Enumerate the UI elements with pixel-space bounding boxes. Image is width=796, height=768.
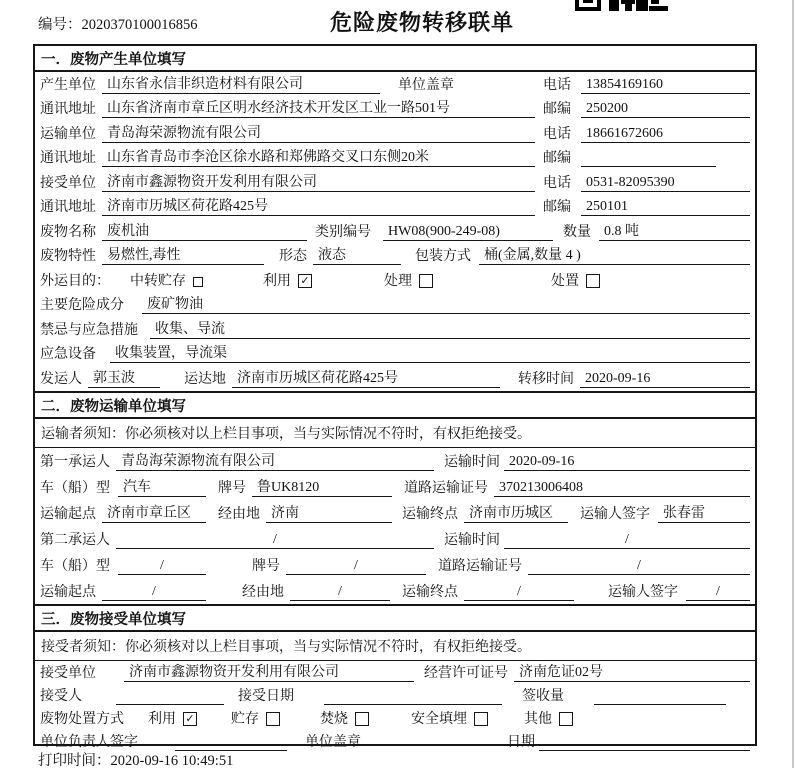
- purpose-dispose-checkbox: [586, 274, 600, 288]
- row-vehicle1: [35, 474, 755, 500]
- section1-header: 一．废物产生单位填写: [35, 46, 755, 72]
- disposal-other-checkbox: [559, 712, 573, 726]
- unit-seal-label: 单位盖章: [398, 77, 454, 93]
- qr-code-fragment: [575, 0, 669, 11]
- accept-unit-value: 济南市鑫源物资开发利用有限公司: [124, 661, 414, 682]
- accept-person-value: [116, 704, 224, 705]
- origin1-label: 运输起点: [40, 506, 96, 522]
- row-carrier2: [35, 526, 755, 552]
- addr2-value: 山东省青岛市李沧区徐水路和郑佛路交叉口东侧20米: [102, 146, 535, 167]
- producer-label: 产生单位: [40, 77, 96, 93]
- disposal-use-checkbox: ✓: [183, 712, 197, 726]
- character-label: 废物特性: [40, 249, 96, 264]
- date2-value: [539, 750, 750, 751]
- quantity-value: 0.8 吨: [599, 220, 750, 241]
- carrier2-label: 第二承运人: [40, 532, 110, 548]
- disposal-other-option: [524, 708, 573, 728]
- amount-label: 签收量: [522, 688, 564, 704]
- transporter-value: 青岛海荣源物流有限公司: [102, 122, 535, 143]
- origin2-label: 运输起点: [40, 584, 96, 600]
- license1-value: 370213006408: [494, 480, 750, 497]
- equipment-value: 收集装置，导流渠: [110, 342, 750, 363]
- purpose-transfer-option: [130, 270, 203, 290]
- time2-label: 运输时间: [444, 532, 500, 548]
- row-disposal: [35, 708, 755, 731]
- category-label: 类别编号: [315, 224, 371, 240]
- print-time-value: 2020-09-16 10:49:51: [110, 753, 234, 768]
- date2-label: 日期: [507, 734, 535, 750]
- end1-label: 运输终点: [402, 506, 458, 522]
- plate1-label: 牌号: [218, 480, 246, 496]
- disposal-label: 废物处置方式: [40, 711, 124, 727]
- row-receiver: [35, 170, 755, 195]
- disposal-other-label: 其他: [524, 711, 552, 727]
- consignor-label: 发运人: [40, 371, 82, 387]
- page-edge-line: [792, 0, 794, 768]
- addr3-value: 济南市历城区荷花路425号: [102, 195, 535, 216]
- plate1-value: 鲁UK8120: [252, 476, 392, 497]
- row-transporter: [35, 121, 755, 146]
- row-vehicle2: [35, 552, 755, 578]
- destination-label: 运达地: [184, 371, 226, 387]
- vehicle2-value: /: [118, 558, 206, 575]
- row-waste-name: [35, 219, 755, 244]
- document-title: 危险废物转移联单: [330, 10, 515, 35]
- document-number-label: 编号：: [38, 17, 82, 33]
- via2-value: /: [290, 584, 390, 601]
- vehicle1-value: 汽车: [118, 476, 206, 497]
- time2-value: /: [504, 532, 750, 549]
- section2-header: 二．废物运输单位填写: [35, 391, 755, 419]
- license1-label: 道路运输证号: [404, 480, 488, 496]
- purpose-dispose-label: 处置: [551, 273, 579, 289]
- amount-value: [594, 704, 726, 705]
- vehicle2-label: 车（船）型: [40, 558, 110, 574]
- form-value: 液态: [313, 244, 401, 265]
- disposal-landfill-checkbox: [474, 712, 488, 726]
- end2-label: 运输终点: [402, 584, 458, 600]
- accept-unit-label: 接受单位: [40, 665, 96, 681]
- purpose-treat-option: [384, 270, 433, 290]
- row-producer: [35, 72, 755, 97]
- disposal-store-option: [231, 708, 280, 728]
- origin2-value: /: [102, 584, 206, 601]
- phone1-value: 13854169160: [581, 77, 750, 94]
- destination-value: 济南市历城区荷花路425号: [232, 367, 500, 388]
- section3-notice: 接受者须知：你必须核对以上栏目事项，当与实际情况不符时，有权拒绝接受。: [35, 632, 755, 661]
- row-hazard: [35, 293, 755, 318]
- purpose-transfer-label: 中转贮存: [130, 273, 186, 289]
- row-waste-character: [35, 244, 755, 269]
- disposal-burn-checkbox: [355, 712, 369, 726]
- addr2-label: 通讯地址: [40, 151, 96, 166]
- row-purpose: [35, 268, 755, 293]
- form-label: 形态: [279, 249, 307, 264]
- accept-person-label: 接受人: [40, 688, 82, 704]
- row-equipment: [35, 342, 755, 367]
- transfer-time-value: 2020-09-16: [580, 371, 750, 388]
- purpose-treat-checkbox: [419, 274, 433, 288]
- origin1-value: 济南市章丘区: [102, 502, 206, 523]
- manifest-table: [33, 44, 757, 750]
- permit-value: 济南危证02号: [514, 661, 750, 682]
- end1-value: 济南市历城区: [464, 502, 568, 523]
- row-producer-address: [35, 97, 755, 122]
- emergency-value: 收集、导流: [150, 318, 750, 339]
- emergency-label: 禁忌与应急措施: [40, 322, 138, 338]
- sign2-label: 运输人签字: [608, 584, 678, 600]
- carrier1-label: 第一承运人: [40, 454, 110, 470]
- consignor-value: 郭玉波: [88, 367, 160, 388]
- print-time: [38, 749, 233, 768]
- time1-value: 2020-09-16: [504, 454, 750, 471]
- carrier2-value: /: [116, 532, 434, 549]
- row-transporter-address: [35, 146, 755, 171]
- addr1-value: 山东省济南市章丘区明水经济技术开发区工业一路501号: [102, 97, 535, 118]
- carrier1-value: 青岛海荣源物流有限公司: [116, 450, 434, 471]
- disposal-landfill-label: 安全填埋: [411, 711, 467, 727]
- phone3-label: 电话: [543, 175, 571, 191]
- section2-notice: 运输者须知：你必须核对以上栏目事项，当与实际情况不符时，有权拒绝接受。: [35, 419, 755, 448]
- row-accept-person: [35, 685, 755, 708]
- plate2-label: 牌号: [252, 558, 280, 574]
- row-carrier1: [35, 448, 755, 474]
- sign1-value: 张春雷: [658, 502, 750, 523]
- transfer-time-label: 转移时间: [518, 371, 574, 387]
- purpose-use-label: 利用: [263, 273, 291, 289]
- phone2-value: 18661672606: [581, 126, 750, 143]
- plate2-value: /: [286, 558, 426, 575]
- row-route2: [35, 578, 755, 604]
- equipment-label: 应急设备: [40, 347, 96, 362]
- purpose-transfer-checkbox: [193, 277, 203, 287]
- purpose-label: 外运目的：: [40, 273, 110, 289]
- hazard-value: 废矿物油: [142, 293, 750, 314]
- disposal-store-label: 贮存: [231, 711, 259, 727]
- addr1-label: 通讯地址: [40, 102, 96, 117]
- row-accept-unit: [35, 661, 755, 685]
- waste-name-value: 废机油: [102, 220, 307, 241]
- zip3-value: 250101: [581, 199, 750, 216]
- responsible-sign-label: 单位负责人签字: [40, 734, 138, 750]
- phone2-label: 电话: [543, 126, 571, 142]
- phone3-value: 0531-82095390: [581, 175, 750, 192]
- license2-value: /: [528, 558, 750, 575]
- section3-header: 三．废物接受单位填写: [35, 604, 755, 632]
- addr3-label: 通讯地址: [40, 200, 96, 215]
- disposal-landfill-option: [411, 708, 488, 728]
- row-emergency: [35, 317, 755, 342]
- disposal-store-checkbox: [266, 712, 280, 726]
- zip1-label: 邮编: [543, 102, 571, 117]
- license2-label: 道路运输证号: [438, 558, 522, 574]
- permit-label: 经营许可证号: [424, 665, 508, 681]
- receiver-label: 接受单位: [40, 175, 96, 191]
- zip1-value: 250200: [581, 101, 750, 118]
- transporter-label: 运输单位: [40, 126, 96, 142]
- phone1-label: 电话: [543, 77, 571, 93]
- row-receiver-address: [35, 195, 755, 220]
- category-value: HW08(900-249-08): [383, 224, 553, 241]
- time1-label: 运输时间: [444, 454, 500, 470]
- via2-label: 经由地: [242, 584, 284, 600]
- purpose-use-checkbox: ✓: [298, 274, 312, 288]
- row-consignor: [35, 366, 755, 391]
- receiver-value: 济南市鑫源物资开发利用有限公司: [102, 171, 535, 192]
- quantity-label: 数量: [563, 224, 591, 240]
- zip2-label: 邮编: [543, 151, 571, 166]
- vehicle1-label: 车（船）型: [40, 480, 110, 496]
- row-route1: [35, 500, 755, 526]
- packing-label: 包装方式: [415, 249, 471, 264]
- packing-value: 桶(金属,数量 4 ): [479, 244, 750, 265]
- document-number: [38, 13, 198, 34]
- accept-date-value: [324, 704, 502, 705]
- waste-name-label: 废物名称: [40, 224, 96, 240]
- zip2-value: [581, 166, 716, 167]
- sign2-value: /: [686, 584, 750, 601]
- print-time-label: 打印时间：: [38, 753, 111, 768]
- character-value: 易燃性,毒性: [102, 244, 264, 265]
- purpose-treat-label: 处理: [384, 273, 412, 289]
- purpose-use-option: [263, 270, 312, 290]
- via1-value: 济南: [266, 502, 392, 523]
- document-number-value: 2020370100016856: [81, 17, 198, 33]
- zip3-label: 邮编: [543, 200, 571, 215]
- via1-label: 经由地: [218, 506, 260, 522]
- purpose-dispose-option: [551, 270, 600, 290]
- disposal-burn-label: 焚烧: [320, 711, 348, 727]
- hazard-label: 主要危险成分: [40, 298, 124, 313]
- disposal-use-option: [148, 708, 197, 728]
- disposal-use-label: 利用: [148, 711, 176, 727]
- disposal-burn-option: [320, 708, 369, 728]
- end2-value: /: [464, 584, 574, 601]
- producer-value: 山东省永信非织造材料有限公司: [102, 73, 380, 94]
- unit-seal2-label: 单位盖章: [305, 734, 361, 750]
- sign1-label: 运输人签字: [580, 506, 650, 522]
- accept-date-label: 接受日期: [238, 688, 294, 704]
